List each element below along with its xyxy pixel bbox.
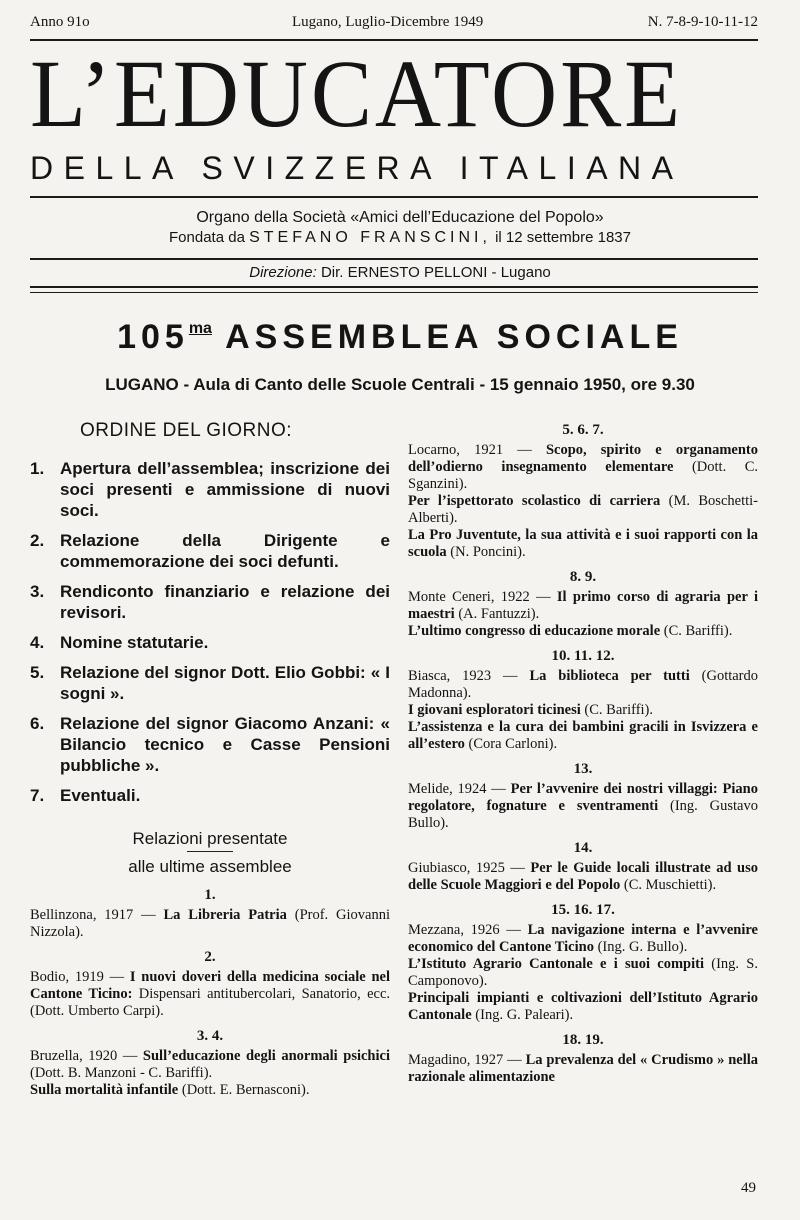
agenda-item-text: Apertura dell’assemblea; inscrizione dei soci presenti e ammissione di nuovi soci. bbox=[60, 459, 390, 520]
entry-text bbox=[408, 702, 758, 719]
agenda-item-text: Relazione del signor Giacomo Anzani: « Bilancio tecnico e Casse Pensioni pubbliche ». bbox=[60, 714, 390, 775]
assembly-location: LUGANO - Aula di Canto delle Scuole Centrali - 15 gennaio 1950, ore 9.30 bbox=[105, 375, 695, 394]
agenda-item-text: Nomine statutarie. bbox=[60, 633, 209, 652]
entry-text bbox=[30, 1082, 390, 1099]
entry-title: I nuovi doveri della medicina sociale nel Cantone Ticino: bbox=[30, 969, 391, 1002]
entry-author: (N. Poncini). bbox=[446, 544, 526, 560]
entry-author: Dispensari antitubercolari, Sanatorio, ecc. (Dott. Umberto Carpi). bbox=[30, 986, 391, 1019]
entry-place-year: Bodio, 1919 — bbox=[30, 969, 130, 985]
entry-number: 18. 19. bbox=[562, 1032, 604, 1048]
entry-title: Scopo, spirito e organamento dell’odierno insegnamento elementare bbox=[408, 442, 758, 475]
entry-title: Principali impianti e coltivazioni dell’Istituto Agrario Cantonale bbox=[408, 990, 758, 1023]
direction-rule-bottom bbox=[30, 286, 758, 288]
agenda-item-number: 1. bbox=[30, 459, 45, 478]
entry-author: (Dott. C. Sganzini). bbox=[408, 459, 758, 492]
entry-author: (Cora Carloni). bbox=[464, 736, 558, 752]
entry-title: La Pro Juventute, la sua attività e i suoi rapporti con la scuola bbox=[408, 527, 758, 560]
entry-author: (Ing. G. Paleari). bbox=[471, 1007, 574, 1023]
issue-number: N. 7-8-9-10-11-12 bbox=[647, 14, 758, 30]
entry-title: Per l’ispettorato scolastico di carriera bbox=[408, 493, 661, 509]
entry-text bbox=[408, 623, 758, 640]
agenda-item bbox=[30, 581, 390, 623]
assembly-number: 105 bbox=[117, 318, 189, 356]
entry-author: (Gottardo Madonna). bbox=[408, 668, 759, 701]
entry-title: L’Istituto Agrario Cantonale e i suoi compiti bbox=[408, 956, 704, 972]
agenda-item bbox=[30, 785, 390, 806]
entry-place-year: Magadino, 1927 — bbox=[408, 1052, 526, 1068]
entry-title: La navigazione interna e l’avvenire economico del Cantone Ticino bbox=[408, 922, 758, 955]
entry-title: L’ultimo congresso di educazione morale bbox=[408, 623, 661, 639]
relazioni-heading-line2: alle ultime assemblee bbox=[128, 857, 292, 876]
agenda-item-number: 5. bbox=[30, 663, 45, 682]
entry-text bbox=[30, 1048, 390, 1082]
entry-place-year: Bruzella, 1920 — bbox=[30, 1048, 143, 1064]
entry-place-year: Monte Ceneri, 1922 — bbox=[408, 589, 557, 605]
direction-rule-thin bbox=[30, 292, 758, 293]
entry-title: Per l’avvenire dei nostri villaggi: Piano regolatore, fognature e sventramenti bbox=[408, 781, 758, 814]
agenda-item bbox=[30, 713, 390, 776]
entry-text bbox=[408, 589, 758, 623]
entry-place-year: Mezzana, 1926 — bbox=[408, 922, 528, 938]
entry-place-year: Biasca, 1923 — bbox=[408, 668, 530, 684]
agenda-item-number: 2. bbox=[30, 531, 45, 550]
entry-text bbox=[408, 956, 758, 990]
founder-name: STEFANO FRANSCINI, bbox=[249, 229, 491, 246]
relazioni-heading-bar bbox=[187, 851, 233, 852]
agenda-item bbox=[30, 662, 390, 704]
agenda-item-number: 3. bbox=[30, 582, 45, 601]
entry-author: (Ing. G. Bullo). bbox=[593, 939, 688, 955]
entry-place-year: Melide, 1924 — bbox=[408, 781, 511, 797]
entry-place-year: Bellinzona, 1917 — bbox=[30, 907, 164, 923]
entry-title: Per le Guide locali illustrate ad uso delle Scuole Maggiori e del Popolo bbox=[408, 860, 758, 893]
relazioni-left-list bbox=[30, 887, 390, 1099]
agenda-item-text: Rendiconto finanziario e relazione dei revisori. bbox=[60, 582, 390, 622]
entry-number: 15. 16. 17. bbox=[551, 902, 615, 918]
founded-line bbox=[0, 229, 800, 247]
entry-title: I giovani esploratori ticinesi bbox=[408, 702, 581, 718]
entry-author: (Dott. B. Manzoni - C. Bariffi). bbox=[30, 1065, 213, 1081]
entry-text bbox=[408, 1052, 758, 1086]
agenda-item bbox=[30, 530, 390, 572]
masthead-subtitle: DELLA SVIZZERA ITALIANA bbox=[30, 150, 684, 186]
entry-number: 1. bbox=[204, 887, 216, 903]
entry-place-year: Giubiasco, 1925 — bbox=[408, 860, 531, 876]
direction-name: Dir. ERNESTO PELLONI - Lugano bbox=[320, 264, 551, 281]
entry-author: (C. Bariffi). bbox=[660, 623, 733, 639]
entry-text bbox=[30, 969, 390, 1020]
entry-author: (Prof. Giovanni Nizzola). bbox=[30, 907, 390, 940]
organ-line: Organo della Società «Amici dell’Educazione del Popolo» bbox=[196, 209, 604, 226]
founded-date: il 12 settembre 1837 bbox=[495, 229, 631, 246]
entry-text bbox=[408, 668, 758, 702]
direction-rule-top bbox=[30, 258, 758, 260]
entry-number: 13. bbox=[573, 761, 593, 777]
direction-label: Direzione: bbox=[249, 264, 317, 281]
entry-title: Sull’educazione degli anormali psichici bbox=[142, 1048, 390, 1064]
direction-line bbox=[0, 264, 800, 281]
entry-text bbox=[408, 719, 758, 753]
entry-text bbox=[408, 922, 758, 956]
masthead-title: L’EDUCATORE bbox=[30, 40, 683, 147]
relazioni-right-list bbox=[408, 422, 758, 1086]
entry-text bbox=[408, 990, 758, 1024]
entry-author: (C. Bariffi). bbox=[580, 702, 654, 718]
entry-author: (Ing. S. Camponovo). bbox=[408, 956, 758, 989]
left-column bbox=[30, 420, 390, 1099]
entry-title: La Libreria Patria bbox=[163, 907, 287, 923]
agenda-title: ORDINE DEL GIORNO: bbox=[80, 420, 293, 441]
entry-text bbox=[30, 907, 390, 941]
founded-prefix: Fondata da bbox=[169, 229, 245, 246]
entry-text bbox=[408, 442, 758, 493]
relazioni-heading-line1: Relazioni presentate bbox=[132, 829, 288, 848]
entry-text bbox=[408, 781, 758, 832]
entry-number: 8. 9. bbox=[569, 569, 597, 585]
entry-title: L’assistenza e la cura dei bambini gracili in Isvizzera e all’estero bbox=[408, 719, 758, 752]
agenda-item-text: Relazione del signor Dott. Elio Gobbi: « I sogni ». bbox=[60, 663, 390, 703]
entry-title: La prevalenza del « Crudismo » nella razionale alimentazione bbox=[408, 1052, 759, 1085]
entry-author: (C. Muschietti). bbox=[620, 877, 717, 893]
masthead-rule bbox=[30, 196, 758, 198]
issue-place-date: Lugano, Luglio-Dicembre 1949 bbox=[292, 14, 484, 30]
entry-number: 2. bbox=[204, 949, 216, 965]
entry-number: 5. 6. 7. bbox=[562, 422, 604, 438]
entry-place-year: Locarno, 1921 — bbox=[408, 442, 546, 458]
agenda-item-number: 6. bbox=[30, 714, 45, 733]
agenda-item-text: Eventuali. bbox=[60, 786, 141, 805]
agenda-item-number: 7. bbox=[30, 786, 45, 805]
agenda-item bbox=[30, 458, 390, 521]
entry-text bbox=[408, 527, 758, 561]
issue-year: Anno 91o bbox=[30, 14, 90, 30]
relazioni-heading bbox=[30, 826, 390, 879]
entry-title: Sulla mortalità infantile bbox=[30, 1082, 179, 1098]
agenda-item-number: 4. bbox=[30, 633, 45, 652]
assembly-title bbox=[0, 318, 800, 357]
entry-number: 14. bbox=[573, 840, 593, 856]
entry-author: (A. Fantuzzi). bbox=[454, 606, 540, 622]
entry-number: 10. 11. 12. bbox=[551, 648, 615, 664]
entry-author: (Dott. E. Bernasconi). bbox=[178, 1082, 310, 1098]
agenda-item bbox=[30, 632, 390, 653]
entry-text bbox=[408, 493, 758, 527]
entry-title: Il primo corso di agraria per i maestri bbox=[408, 589, 758, 622]
entry-title: La biblioteca per tutti bbox=[529, 668, 690, 684]
entry-text bbox=[408, 860, 758, 894]
assembly-suffix: ma bbox=[188, 320, 212, 337]
agenda-list bbox=[30, 458, 390, 806]
assembly-heading: ASSEMBLEA SOCIALE bbox=[225, 318, 683, 356]
entry-author: (M. Boschetti-Alberti). bbox=[408, 493, 758, 526]
entry-author: (Ing. Gustavo Bullo). bbox=[408, 798, 758, 831]
page-number: 49 bbox=[741, 1180, 756, 1196]
agenda-item-text: Relazione della Dirigente e commemorazione dei soci defunti. bbox=[60, 531, 390, 571]
entry-number: 3. 4. bbox=[196, 1028, 224, 1044]
